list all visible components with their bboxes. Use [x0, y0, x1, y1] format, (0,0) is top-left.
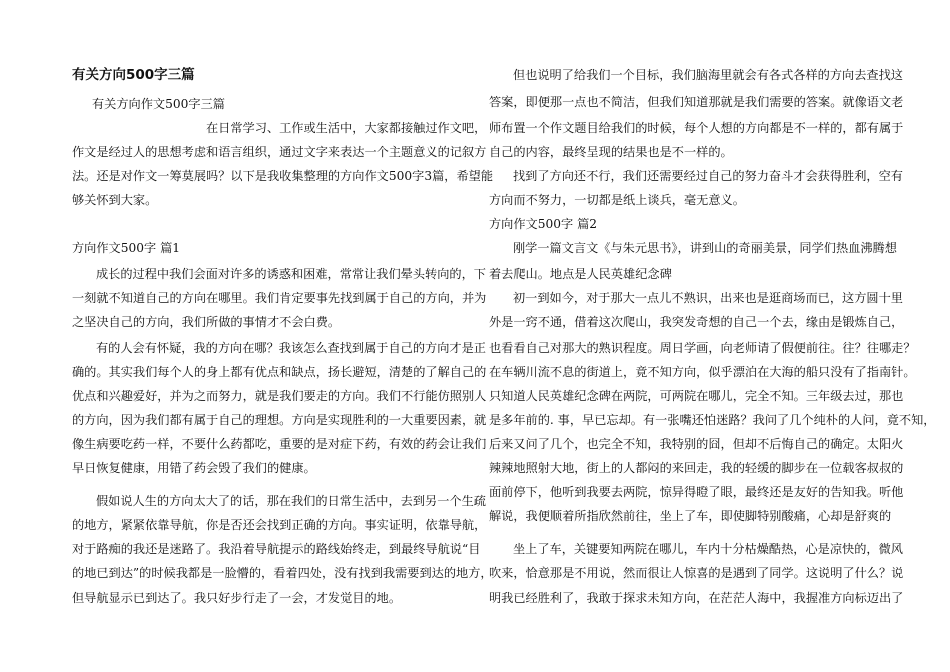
paragraph-line: 的地已到达”的时候我都是一脸懵的，看着四处，没有找到我需要到达的地方， [72, 566, 493, 580]
paragraph-line: 答案，即便那一点也不简洁，但我们知道那就是我们需要的答案。就像语文老 [489, 95, 904, 109]
paragraph-line: 初一到如今，对于那大一点儿不熟识，出来也是逛商场而已，这方圆十里 [513, 291, 903, 305]
paragraph-line: 早日恢复健康，用错了药会毁了我们的健康。 [72, 461, 316, 475]
paragraph-line: 一刻就不知道自己的方向在哪里。我们肯定要事先找到属于自己的方向，并为 [72, 291, 487, 305]
intro-line: 够关怀到大家。 [72, 193, 158, 207]
paragraph-line: 但也说明了给我们一个目标，我们脑海里就会有各式各样的方向去查找这 [513, 68, 903, 82]
paragraph-line: 着去爬山。地点是人民英雄纪念碑 [489, 267, 672, 281]
paragraph-line: 成长的过程中我们会面对许多的诱惑和困难，常常让我们晕头转向的，下 [96, 267, 486, 281]
paragraph-line: 在车辆川流不息的街道上，竟不知方向，似乎漂泊在大海的船只没有了指南针。 [489, 365, 916, 379]
intro-line: 在日常学习、工作或生活中，大家都接触过作文吧， [206, 121, 487, 135]
document-title: 有关方向500字三篇 [72, 67, 195, 83]
paragraph-line: 像生病要吃药一样，不要什么药都吃，重要的是对症下药，有效的药会让我们 [72, 437, 487, 451]
paragraph-line: 找到了方向还不行，我们还需要经过自己的努力奋斗才会获得胜利，空有 [513, 169, 903, 183]
paragraph-line: 刚学一篇文言文《与朱元思书》，讲到山的奇丽美景，同学们热血沸腾想 [513, 241, 897, 255]
paragraph-line: 有的人会有怀疑，我的方向在哪？我该怎么查找到属于自己的方向才是正 [96, 341, 486, 355]
paragraph-line: 面前停下，他听到我要去两院，惊异得瞪了眼，最终还是友好的告知我。听他 [489, 485, 904, 499]
intro-line: 作文是经过人的思想考虑和语言组织，通过文字来表达一个主题意义的记叙方 [72, 145, 487, 159]
paragraph-line: 的方向，因为我们都有属于自己的理想。方向是实现胜利的一大重要因素，就 [72, 413, 487, 427]
paragraph-line: 自己的内容，最终呈现的结果也是不一样的。 [489, 145, 733, 159]
section-heading: 方向作文500字 篇2 [489, 217, 598, 231]
paragraph-line: 但导航显示已到达了。我只好步行走了一会，才发觉目的地。 [72, 591, 402, 605]
paragraph-line: 假如说人生的方向太大了的话，那在我们的日常生活中，去到另一个生疏 [96, 494, 486, 508]
paragraph-line: 明我已经胜利了，我敢于探求未知方向，在茫茫人海中，我握准方向标迈出了 [489, 591, 904, 605]
paragraph-line: 辣辣地照射大地，街上的人都闷的来回走，我的轻缓的脚步在一位载客叔叔的 [489, 461, 904, 475]
paragraph-line: 优点和兴趣爱好，并为之而努力，就是我们要走的方向。我们不行能仿照别人 [72, 389, 487, 403]
paragraph-line: 后来又问了几个，也完全不知，我特别的囧，但却不后悔自己的确定。太阳火 [489, 437, 904, 451]
document-subtitle: 有关方向作文500字三篇 [92, 97, 225, 111]
paragraph-line: 也看看自己对那大的熟识程度。周日学画，向老师请了假便前往。往？往哪走？ [489, 341, 916, 355]
paragraph-line: 吹来，恰意那是不用说，然而很让人惊喜的是遇到了同学。这说明了什么？说 [489, 566, 904, 580]
paragraph-line: 解说，我便顺着所指欣然前往，坐上了车，即使脚特别酸痛，心却是舒爽的 [489, 509, 892, 523]
intro-line: 法。还是对作文一筹莫展吗？以下是我收集整理的方向作文500字3篇，希望能 [72, 169, 494, 183]
paragraph-line: 之坚决自己的方向，我们所做的事情才不会白费。 [72, 315, 341, 329]
section-heading: 方向作文500字 篇1 [72, 241, 181, 255]
paragraph-line: 的地方，紧紧依靠导航，你是否还会找到正确的方向。事实证明，依靠导航， [72, 518, 487, 532]
paragraph-line: 是多年前的. 事，早已忘却。有一张嘴还怕迷路？我问了几个纯朴的人问，竟不知， [489, 413, 936, 427]
paragraph-line: 师布置一个作文题目给我们的时候，每个人想的方向都是不一样的，都有属于 [489, 121, 904, 135]
paragraph-line: 只知道人民英雄纪念碑在两院，可两院在哪儿，完全不知。三年级去过，那也 [489, 389, 904, 403]
paragraph-line: 对于路痴的我还是迷路了。我沿着导航提示的路线始终走，到最终导航说“目 [72, 542, 481, 556]
paragraph-line: 确的。其实我们每个人的身上都有优点和缺点，扬长避短，清楚的了解自己的 [72, 365, 487, 379]
paragraph-line: 方向而不努力，一切都是纸上谈兵，毫无意义。 [489, 193, 745, 207]
paragraph-line: 坐上了车，关键要知两院在哪儿，车内十分枯燥酷热，心是凉快的，微风 [513, 542, 903, 556]
paragraph-line: 外是一窍不通，借着这次爬山，我突发奇想的自己一个去，缘由是锻炼自己， [489, 315, 904, 329]
